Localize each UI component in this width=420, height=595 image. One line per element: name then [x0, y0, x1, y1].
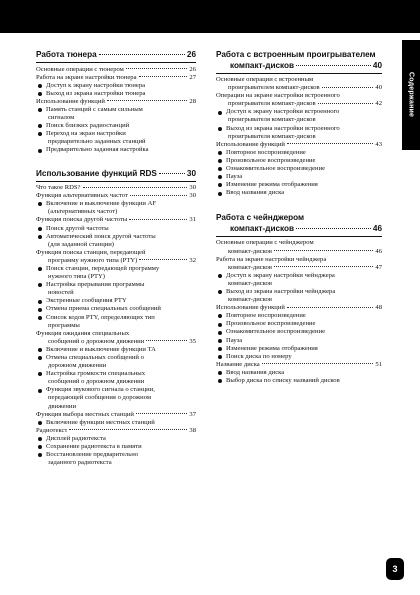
toc-subentry-cont: (альтернативных частот)	[48, 208, 118, 216]
toc-entry-cont[interactable]: компакт-дисков 47	[228, 263, 382, 271]
toc-entry[interactable]: Операции на экране настройки встроенного	[216, 92, 340, 100]
toc-subentry[interactable]: Настройка прерывания программы	[36, 281, 196, 289]
toc-entry[interactable]: Основные операции с тюнером 26	[36, 65, 196, 73]
toc-subentry-cont: проигрывателя компакт-дисков	[228, 132, 316, 140]
toc-entry[interactable]: Основные операции с встроенным	[216, 76, 314, 83]
header-bar	[0, 0, 420, 33]
toc-subentry[interactable]: Изменение режима отображения	[216, 345, 382, 353]
toc-subentry[interactable]: Сохранение радиотекста в памяти	[36, 443, 196, 451]
toc-subentry[interactable]: Поиск близких радиостанций	[36, 122, 196, 130]
toc-subentry[interactable]: Переход на экран настройки	[36, 130, 196, 138]
toc-entry[interactable]: Функция поиска станции, передающей	[36, 248, 146, 256]
toc-subentry[interactable]: Доступ к экрану настройки встроенного	[216, 108, 382, 116]
toc-entry[interactable]: Что такое RDS? 30	[36, 184, 196, 192]
toc-entry[interactable]: Название диска 51	[216, 360, 382, 368]
toc-subentry[interactable]: Изменение режима отображения	[216, 181, 382, 189]
toc-subentry-cont: компакт-дисков	[228, 279, 272, 287]
toc-entry[interactable]: Функция поиска другой частоты 31	[36, 216, 196, 224]
toc-entry[interactable]: Функция ожидания специальных	[36, 329, 130, 337]
toc-subentry[interactable]: Ознакомительное воспроизведение	[216, 165, 382, 173]
toc-subentry[interactable]: Выход из экрана настройки встроенного	[216, 125, 382, 133]
toc-subentry[interactable]: Произвольное воспроизведение	[216, 320, 382, 328]
toc-section-heading[interactable]: Работа с чейнджером	[216, 213, 305, 223]
toc-subentry[interactable]: Поиск диска по номеру	[216, 353, 382, 361]
toc-subentry[interactable]: Произвольное воспроизведение	[216, 157, 382, 165]
toc-subentry[interactable]: Автоматический поиск другой частоты	[36, 233, 196, 241]
toc-entry[interactable]: Работа на экране настройки тюнера 27	[36, 73, 196, 81]
toc-subentry[interactable]: Повторное воспроизведение	[216, 312, 382, 320]
page-number: 3	[386, 558, 404, 580]
toc-subentry[interactable]: Пауза	[216, 337, 382, 345]
toc-subentry[interactable]: Включение функции местных станций	[36, 419, 196, 427]
toc-subentry-cont: сигналом	[48, 114, 75, 122]
toc-entry-cont[interactable]: программу нужного типа (PTY) 32	[48, 256, 196, 264]
toc-entry[interactable]: Использование функций 48	[216, 304, 382, 312]
toc-section-heading-cont[interactable]: компакт-дисков 40	[230, 60, 382, 70]
toc-subentry[interactable]: Выход из экрана настройки тюнера	[36, 90, 196, 98]
toc-subentry-cont: проигрывателя компакт-дисков	[228, 116, 316, 124]
toc-subentry-cont: передающей сообщения о дорожном	[48, 394, 152, 402]
toc-section-heading-cont[interactable]: компакт-дисков 46	[230, 223, 382, 233]
toc-subentry[interactable]: Поиск станции, передающей программу	[36, 265, 196, 273]
toc-entry[interactable]: Использование функций 43	[216, 140, 382, 148]
toc-subentry[interactable]: Доступ к экрану настройки чейнджера	[216, 272, 382, 280]
toc-subentry-cont: программы	[48, 321, 80, 329]
toc-subentry-cont: компакт-дисков	[228, 296, 272, 304]
toc-entry[interactable]: Использование функций 28	[36, 97, 196, 105]
toc-subentry[interactable]: Память станций с самым сильным	[36, 106, 196, 114]
toc-entry-cont[interactable]: проигрывателя компакт-дисков 42	[228, 100, 382, 108]
toc-subentry-cont: предварительно заданных станций	[48, 138, 146, 146]
section-tab-label: Содержание	[407, 72, 415, 118]
toc-subentry-cont: новостей	[48, 289, 74, 297]
toc-subentry[interactable]: Включение и выключение функции TA	[36, 346, 196, 354]
toc-subentry[interactable]: Поиск другой частоты	[36, 225, 196, 233]
toc-subentry-cont: (для заданной станции)	[48, 240, 114, 248]
toc-entry[interactable]: Радиотекст 38	[36, 426, 196, 434]
toc-subentry[interactable]: Включение и выключение функции AF	[36, 200, 196, 208]
toc-subentry[interactable]: Повторное воспроизведение	[216, 149, 382, 157]
toc-subentry[interactable]: Выход из экрана настройки чейнджера	[216, 288, 382, 296]
toc-subentry-cont: заданного радиотекста	[48, 459, 112, 467]
heading-rule	[216, 73, 382, 74]
toc-right-column	[216, 50, 382, 385]
toc-entry-cont[interactable]: компакт-дисков 46	[228, 247, 382, 255]
toc-subentry[interactable]: Восстановление предварительно	[36, 451, 196, 459]
toc-entry[interactable]: Работа на экране настройки чейнджера	[216, 255, 327, 263]
toc-entry[interactable]: Основные операции с чейнджером	[216, 239, 314, 247]
toc-subentry[interactable]: Предварительно заданная настройка	[36, 146, 196, 154]
toc-subentry[interactable]: Выбор диска по списку названий дисков	[216, 377, 382, 385]
toc-section-heading[interactable]: Работа с встроенным проигрывателем	[216, 50, 376, 59]
toc-subentry[interactable]: Список кодов PTY, определяющих тип	[36, 314, 196, 322]
heading-rule	[36, 62, 196, 63]
heading-rule	[216, 236, 382, 237]
toc-left-column	[36, 50, 196, 467]
toc-subentry[interactable]: Экстренные сообщения PTY	[36, 297, 196, 305]
toc-section-heading[interactable]: Использование функций RDS 30	[36, 168, 196, 178]
toc-subentry[interactable]: Функция звукового сигнала о станции,	[36, 386, 196, 394]
toc-subentry[interactable]: Ввод названия диска	[216, 189, 382, 197]
toc-section-heading[interactable]: Работа тюнера 26	[36, 50, 196, 59]
toc-entry-cont[interactable]: проигрывателем компакт-дисков 40	[228, 84, 382, 92]
toc-subentry[interactable]: Доступ к экрану настройки тюнера	[36, 82, 196, 90]
toc-entry[interactable]: Функция выбора местных станций 37	[36, 410, 196, 418]
section-tab	[402, 40, 420, 150]
toc-subentry-cont: нужного типа (PTY)	[48, 273, 105, 281]
toc-entry-cont[interactable]: сообщений о дорожном движении 35	[48, 337, 196, 345]
toc-subentry[interactable]: Отмена приема специальных сообщений	[36, 305, 196, 313]
toc-subentry[interactable]: Настройка громкости специальных	[36, 370, 196, 378]
toc-subentry[interactable]: Ознакомительное воспроизведение	[216, 328, 382, 336]
toc-subentry-cont: дорожном движении	[48, 362, 107, 370]
heading-rule	[36, 181, 196, 182]
toc-entry[interactable]: Функция альтернативных частот 30	[36, 192, 196, 200]
toc-subentry[interactable]: Пауза	[216, 173, 382, 181]
toc-subentry[interactable]: Ввод названия диска	[216, 369, 382, 377]
toc-subentry-cont: сообщений о дорожном движении	[48, 378, 145, 386]
toc-subentry[interactable]: Отмена специальных сообщений о	[36, 354, 196, 362]
toc-subentry[interactable]: Дисплей радиотекста	[36, 435, 196, 443]
toc-subentry-cont: движении	[48, 402, 76, 410]
